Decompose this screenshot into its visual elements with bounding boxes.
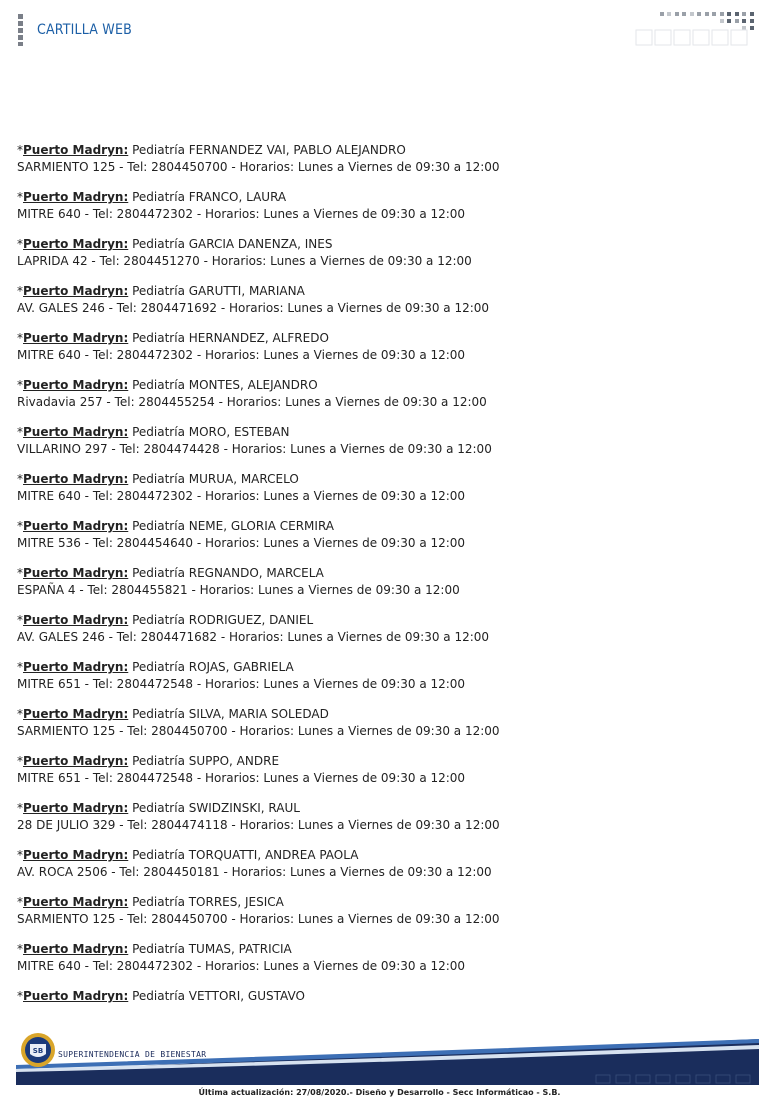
page-title: CARTILLA WEB xyxy=(37,22,132,38)
list-item: *Puerto Madryn: Pediatría NEME, GLORIA CERMIRA MITRE 536 - Tel: 2804454640 - Horarios: Lunes a Viernes de 09:30 a 12:00 xyxy=(17,519,466,550)
city-label: Puerto Madryn: xyxy=(23,660,129,674)
provider-detail: SARMIENTO 125 - Tel: 2804450700 - Horarios: Lunes a Viernes de 09:30 a 12:00 xyxy=(17,724,500,738)
city-label: Puerto Madryn: xyxy=(23,425,129,439)
city-label: Puerto Madryn: xyxy=(23,190,129,204)
city-label: Puerto Madryn: xyxy=(23,472,129,486)
list-item: *Puerto Madryn: Pediatría FRANCO, LAURA MITRE 640 - Tel: 2804472302 - Horarios: Lunes a Viernes de 09:30 a 12:00 xyxy=(17,190,466,221)
provider-name: Pediatría NEME, GLORIA CERMIRA xyxy=(132,519,335,533)
list-item: *Puerto Madryn: Pediatría REGNANDO, MARCELA ESPAÑA 4 - Tel: 2804455821 - Horarios: Lunes a Viernes de 09:30 a 12:00 xyxy=(17,566,460,597)
provider-name: Pediatría FRANCO, LAURA xyxy=(132,190,287,204)
list-item: *Puerto Madryn: Pediatría TUMAS, PATRICIA MITRE 640 - Tel: 2804472302 - Horarios: Lunes a Viernes de 09:30 a 12:00 xyxy=(17,942,466,973)
provider-name: Pediatría MORO, ESTEBAN xyxy=(132,425,290,439)
list-item: *Puerto Madryn: Pediatría MURUA, MARCELO MITRE 640 - Tel: 2804472302 - Horarios: Lunes a Viernes de 09:30 a 12:00 xyxy=(17,472,466,503)
provider-name: Pediatría HERNANDEZ, ALFREDO xyxy=(132,331,329,345)
list-item: *Puerto Madryn: Pediatría HERNANDEZ, ALFREDO MITRE 640 - Tel: 2804472302 - Horarios: Lunes a Viernes de 09:30 a 12:00 xyxy=(17,331,466,362)
list-item: *Puerto Madryn: Pediatría TORRES, JESICA SARMIENTO 125 - Tel: 2804450700 - Horarios: Lunes a Viernes de 09:30 a 12:00 xyxy=(17,895,500,926)
city-label: Puerto Madryn: xyxy=(23,895,129,909)
city-label: Puerto Madryn: xyxy=(23,378,129,392)
city-label: Puerto Madryn: xyxy=(23,284,129,298)
page-header xyxy=(0,0,759,60)
city-label: Puerto Madryn: xyxy=(23,566,129,580)
provider-name: Pediatría TORRES, JESICA xyxy=(132,895,284,909)
provider-detail: SARMIENTO 125 - Tel: 2804450700 - Horarios: Lunes a Viernes de 09:30 a 12:00 xyxy=(17,160,500,174)
provider-detail: MITRE 640 - Tel: 2804472302 - Horarios: Lunes a Viernes de 09:30 a 12:00 xyxy=(17,959,466,973)
provider-detail: MITRE 651 - Tel: 2804472548 - Horarios: Lunes a Viernes de 09:30 a 12:00 xyxy=(17,771,466,785)
list-item: *Puerto Madryn: Pediatría VETTORI, GUSTAVO xyxy=(17,989,305,1003)
list-item: *Puerto Madryn: Pediatría RODRIGUEZ, DANIEL AV. GALES 246 - Tel: 2804471682 - Horarios: Lunes a Viernes de 09:30 a 12:00 xyxy=(17,613,490,644)
city-label: Puerto Madryn: xyxy=(23,237,129,251)
city-label: Puerto Madryn: xyxy=(23,801,129,815)
provider-list xyxy=(17,142,737,1018)
city-label: Puerto Madryn: xyxy=(23,143,129,157)
provider-detail: AV. GALES 246 - Tel: 2804471692 - Horarios: Lunes a Viernes de 09:30 a 12:00 xyxy=(17,301,490,315)
list-item: *Puerto Madryn: Pediatría SUPPO, ANDRE MITRE 651 - Tel: 2804472548 - Horarios: Lunes a Viernes de 09:30 a 12:00 xyxy=(17,754,466,785)
organization-name: SUPERINTENDENCIA DE BIENESTAR xyxy=(58,1050,207,1059)
provider-name: Pediatría SUPPO, ANDRE xyxy=(132,754,280,768)
provider-name: Pediatría GARCIA DANENZA, INES xyxy=(132,237,333,251)
provider-name: Pediatría MONTES, ALEJANDRO xyxy=(132,378,318,392)
city-label: Puerto Madryn: xyxy=(23,331,129,345)
list-item: *Puerto Madryn: Pediatría MONTES, ALEJANDRO Rivadavia 257 - Tel: 2804455254 - Horarios: Lunes a Viernes de 09:30 a 12:00 xyxy=(17,378,487,409)
last-update-note: Última actualización: 27/08/2020.- Diseño y Desarrollo - Secc Informáticao - S.B. xyxy=(198,1088,561,1097)
provider-detail: LAPRIDA 42 - Tel: 2804451270 - Horarios: Lunes a Viernes de 09:30 a 12:00 xyxy=(17,254,472,268)
provider-name: Pediatría SILVA, MARIA SOLEDAD xyxy=(132,707,329,721)
city-label: Puerto Madryn: xyxy=(23,613,129,627)
provider-name: Pediatría TUMAS, PATRICIA xyxy=(132,942,292,956)
city-label: Puerto Madryn: xyxy=(23,754,129,768)
seal-logo-icon xyxy=(20,1032,56,1068)
provider-detail: SARMIENTO 125 - Tel: 2804450700 - Horarios: Lunes a Viernes de 09:30 a 12:00 xyxy=(17,912,500,926)
city-label: Puerto Madryn: xyxy=(23,942,129,956)
provider-name: Pediatría ROJAS, GABRIELA xyxy=(132,660,294,674)
provider-detail: MITRE 640 - Tel: 2804472302 - Horarios: Lunes a Viernes de 09:30 a 12:00 xyxy=(17,207,466,221)
provider-name: Pediatría FERNANDEZ VAI, PABLO ALEJANDRO xyxy=(132,143,406,157)
list-item: *Puerto Madryn: Pediatría GARUTTI, MARIANA AV. GALES 246 - Tel: 2804471692 - Horarios: Lunes a Viernes de 09:30 a 12:00 xyxy=(17,284,490,315)
provider-detail: MITRE 640 - Tel: 2804472302 - Horarios: Lunes a Viernes de 09:30 a 12:00 xyxy=(17,489,466,503)
provider-detail: Rivadavia 257 - Tel: 2804455254 - Horarios: Lunes a Viernes de 09:30 a 12:00 xyxy=(17,395,487,409)
provider-detail: 28 DE JULIO 329 - Tel: 2804474118 - Horarios: Lunes a Viernes de 09:30 a 12:00 xyxy=(17,818,500,832)
list-item: *Puerto Madryn: Pediatría FERNANDEZ VAI, PABLO ALEJANDRO SARMIENTO 125 - Tel: 2804450700 - Horarios: Lunes a Viernes de 09:30 a 12:00 xyxy=(17,143,500,174)
city-label: Puerto Madryn: xyxy=(23,707,129,721)
provider-detail: MITRE 536 - Tel: 2804454640 - Horarios: Lunes a Viernes de 09:30 a 12:00 xyxy=(17,536,466,550)
provider-name: Pediatría RODRIGUEZ, DANIEL xyxy=(132,613,314,627)
list-item: *Puerto Madryn: Pediatría TORQUATTI, ANDREA PAOLA AV. ROCA 2506 - Tel: 2804450181 - Horarios: Lunes a Viernes de 09:30 a 12:00 xyxy=(17,848,492,879)
list-item: *Puerto Madryn: Pediatría SILVA, MARIA SOLEDAD SARMIENTO 125 - Tel: 2804450700 - Horarios: Lunes a Viernes de 09:30 a 12:00 xyxy=(17,707,500,738)
provider-name: Pediatría GARUTTI, MARIANA xyxy=(132,284,305,298)
provider-detail: MITRE 640 - Tel: 2804472302 - Horarios: Lunes a Viernes de 09:30 a 12:00 xyxy=(17,348,466,362)
city-label: Puerto Madryn: xyxy=(23,848,129,862)
city-label: Puerto Madryn: xyxy=(23,519,129,533)
provider-name: Pediatría SWIDZINSKI, RAUL xyxy=(132,801,300,815)
list-item: *Puerto Madryn: Pediatría ROJAS, GABRIELA MITRE 651 - Tel: 2804472548 - Horarios: Lunes a Viernes de 09:30 a 12:00 xyxy=(17,660,466,691)
header-bar-icon xyxy=(18,14,23,46)
provider-detail: MITRE 651 - Tel: 2804472548 - Horarios: Lunes a Viernes de 09:30 a 12:00 xyxy=(17,677,466,691)
provider-name: Pediatría TORQUATTI, ANDREA PAOLA xyxy=(132,848,359,862)
list-item: *Puerto Madryn: Pediatría MORO, ESTEBAN VILLARINO 297 - Tel: 2804474428 - Horarios: Lunes a Viernes de 09:30 a 12:00 xyxy=(17,425,492,456)
provider-detail: ESPAÑA 4 - Tel: 2804455821 - Horarios: Lunes a Viernes de 09:30 a 12:00 xyxy=(17,583,460,597)
provider-detail: VILLARINO 297 - Tel: 2804474428 - Horarios: Lunes a Viernes de 09:30 a 12:00 xyxy=(17,442,492,456)
provider-detail: AV. ROCA 2506 - Tel: 2804450181 - Horarios: Lunes a Viernes de 09:30 a 12:00 xyxy=(17,865,492,879)
provider-name: Pediatría MURUA, MARCELO xyxy=(132,472,299,486)
page-footer xyxy=(0,1025,759,1101)
provider-name: Pediatría VETTORI, GUSTAVO xyxy=(132,989,305,1003)
seal-logo-text: SB xyxy=(32,1047,44,1055)
list-item: *Puerto Madryn: Pediatría SWIDZINSKI, RAUL 28 DE JULIO 329 - Tel: 2804474118 - Horarios: Lunes a Viernes de 09:30 a 12:00 xyxy=(17,801,500,832)
header-decoration-icon xyxy=(634,10,759,46)
provider-name: Pediatría REGNANDO, MARCELA xyxy=(132,566,324,580)
city-label: Puerto Madryn: xyxy=(23,989,129,1003)
provider-detail: AV. GALES 246 - Tel: 2804471682 - Horarios: Lunes a Viernes de 09:30 a 12:00 xyxy=(17,630,490,644)
list-item: *Puerto Madryn: Pediatría GARCIA DANENZA, INES LAPRIDA 42 - Tel: 2804451270 - Horarios: Lunes a Viernes de 09:30 a 12:00 xyxy=(17,237,472,268)
